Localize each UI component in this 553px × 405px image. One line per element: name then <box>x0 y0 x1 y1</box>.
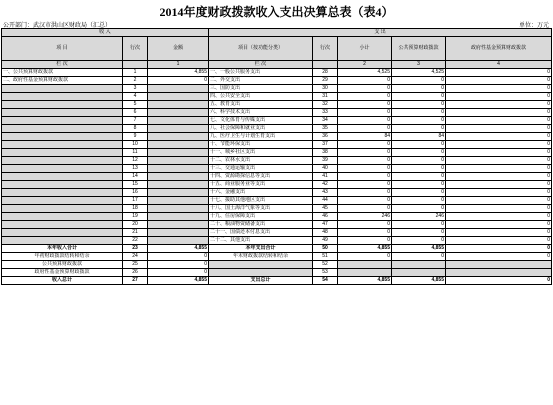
income-rowno-cell: 12 <box>123 157 148 165</box>
income-amount-cell: 4,855 <box>148 69 209 77</box>
subtotal-cell: 0 <box>338 109 392 117</box>
public-budget-cell: 0 <box>392 173 446 181</box>
summary-income-amount: 0 <box>148 261 209 269</box>
summary-row <box>2 261 552 269</box>
income-item-cell <box>2 197 123 205</box>
summary-public-budget: 4,855 <box>392 245 446 253</box>
expense-rowno-cell: 35 <box>313 125 338 133</box>
expense-rowno-cell: 30 <box>313 85 338 93</box>
report-title: 2014年度财政拨款收入支出决算总表（表4） <box>159 5 394 19</box>
table-row <box>2 77 552 85</box>
fund-budget-cell: 0 <box>446 229 552 237</box>
income-item-cell <box>2 93 123 101</box>
subtotal-cell: 0 <box>338 101 392 109</box>
income-rowno-cell: 2 <box>123 77 148 85</box>
income-rowno-header: 行次 <box>123 37 148 61</box>
subtotal-cell: 0 <box>338 189 392 197</box>
summary-fund-budget <box>446 269 552 277</box>
expense-item-cell: 十二、农林水支出 <box>209 157 313 165</box>
expense-rowno-cell: 43 <box>313 189 338 197</box>
subtotal-cell: 0 <box>338 197 392 205</box>
fund-budget-cell: 0 <box>446 157 552 165</box>
expense-item-cell: 十、节能环保支出 <box>209 141 313 149</box>
income-item-cell <box>2 125 123 133</box>
income-item-cell <box>2 133 123 141</box>
expense-item-cell: 一、一般公共服务支出 <box>209 69 313 77</box>
summary-income-label: 收入总计 <box>2 277 123 285</box>
public-budget-cell: 0 <box>392 93 446 101</box>
fund-budget-cell: 0 <box>446 165 552 173</box>
expense-section-label: 支 出 <box>209 29 552 37</box>
expense-item-cell: 十三、交通运输支出 <box>209 165 313 173</box>
expense-rowno-cell: 49 <box>313 237 338 245</box>
table-row <box>2 117 552 125</box>
public-budget-cell: 0 <box>392 141 446 149</box>
fund-budget-cell: 0 <box>446 77 552 85</box>
public-budget-cell: 84 <box>392 133 446 141</box>
expense-item-cell: 七、文化体育与传媒支出 <box>209 117 313 125</box>
income-amount-cell <box>148 213 209 221</box>
public-budget-cell: 246 <box>392 213 446 221</box>
public-budget-header: 公共预算财政拨款 <box>392 37 446 61</box>
expense-item-cell: 二十二、其他支出 <box>209 237 313 245</box>
income-rowno-cell: 13 <box>123 165 148 173</box>
fund-budget-cell: 0 <box>446 237 552 245</box>
summary-row <box>2 277 552 285</box>
subtotal-cell: 0 <box>338 117 392 125</box>
table-row <box>2 125 552 133</box>
income-rowno-cell: 14 <box>123 173 148 181</box>
income-item-cell <box>2 189 123 197</box>
income-amount-cell <box>148 149 209 157</box>
subtotal-cell: 0 <box>338 85 392 93</box>
fund-budget-cell: 0 <box>446 173 552 181</box>
col1-label: 1 <box>148 61 209 69</box>
summary-income-rowno: 25 <box>123 261 148 269</box>
income-item-cell <box>2 101 123 109</box>
summary-fund-budget: 0 <box>446 245 552 253</box>
summary-income-label: 政府性基金预算财政拨款 <box>2 269 123 277</box>
budget-table <box>1 28 552 285</box>
expense-item-cell: 十九、住房保障支出 <box>209 213 313 221</box>
income-item-cell <box>2 141 123 149</box>
fund-budget-header: 政府性基金预算财政拨款 <box>446 37 552 61</box>
income-item-cell <box>2 205 123 213</box>
lanci-label: 栏 次 <box>209 61 313 69</box>
subtotal-header: 小计 <box>338 37 392 61</box>
income-item-cell <box>2 149 123 157</box>
summary-expense-label: 支出总计 <box>209 277 313 285</box>
expense-rowno-cell: 44 <box>313 197 338 205</box>
table-row <box>2 205 552 213</box>
subtotal-cell: 84 <box>338 133 392 141</box>
income-amount-cell <box>148 237 209 245</box>
expense-rowno-cell: 37 <box>313 141 338 149</box>
subtotal-cell: 0 <box>338 93 392 101</box>
summary-expense-rowno: 51 <box>313 253 338 261</box>
subtotal-cell: 0 <box>338 77 392 85</box>
public-budget-cell: 0 <box>392 165 446 173</box>
income-rowno-cell: 18 <box>123 205 148 213</box>
lanci-label: 栏 次 <box>2 61 123 69</box>
fund-budget-cell: 0 <box>446 221 552 229</box>
income-item-cell <box>2 173 123 181</box>
expense-item-cell: 十五、商业服务业等支出 <box>209 181 313 189</box>
expense-rowno-cell: 39 <box>313 157 338 165</box>
income-rowno-cell: 1 <box>123 69 148 77</box>
summary-income-label: 本年收入合计 <box>2 245 123 253</box>
income-amount-cell <box>148 141 209 149</box>
fund-budget-cell: 0 <box>446 197 552 205</box>
table-row <box>2 229 552 237</box>
summary-expense-rowno: 54 <box>313 277 338 285</box>
expense-item-cell: 九、医疗卫生与计划生育支出 <box>209 133 313 141</box>
income-rowno-cell: 10 <box>123 141 148 149</box>
summary-fund-budget <box>446 261 552 269</box>
table-row <box>2 93 552 101</box>
income-rowno-cell: 4 <box>123 93 148 101</box>
expense-rowno-cell: 38 <box>313 149 338 157</box>
col2-label: 2 <box>338 61 392 69</box>
summary-row <box>2 253 552 261</box>
public-budget-cell: 0 <box>392 117 446 125</box>
subtotal-cell: 0 <box>338 205 392 213</box>
expense-rowno-cell: 34 <box>313 117 338 125</box>
summary-row <box>2 245 552 253</box>
expense-item-cell: 四、公共安全支出 <box>209 93 313 101</box>
summary-public-budget <box>392 269 446 277</box>
summary-subtotal <box>338 269 392 277</box>
summary-expense-rowno: 50 <box>313 245 338 253</box>
expense-rowno-cell: 46 <box>313 213 338 221</box>
fund-budget-cell: 0 <box>446 85 552 93</box>
expense-rowno-cell: 33 <box>313 109 338 117</box>
income-amount-cell <box>148 133 209 141</box>
table-row <box>2 141 552 149</box>
fund-budget-cell: 0 <box>446 133 552 141</box>
section-header-row <box>2 29 552 37</box>
expense-item-cell: 二十一、国债还本付息支出 <box>209 229 313 237</box>
summary-public-budget: 0 <box>392 253 446 261</box>
income-rowno-cell: 22 <box>123 237 148 245</box>
subtotal-cell: 0 <box>338 125 392 133</box>
subtotal-cell: 0 <box>338 141 392 149</box>
summary-income-amount: 0 <box>148 253 209 261</box>
income-item-cell <box>2 181 123 189</box>
table-row <box>2 173 552 181</box>
income-rowno-cell: 21 <box>123 229 148 237</box>
summary-public-budget <box>392 261 446 269</box>
summary-subtotal: 4,855 <box>338 277 392 285</box>
income-item-header: 项 目 <box>2 37 123 61</box>
public-budget-cell: 0 <box>392 237 446 245</box>
table-row <box>2 157 552 165</box>
income-item-cell <box>2 237 123 245</box>
income-amount-cell <box>148 93 209 101</box>
income-item-cell: 一、公共预算财政拨款 <box>2 69 123 77</box>
public-budget-cell: 0 <box>392 157 446 165</box>
table-row <box>2 85 552 93</box>
table-row <box>2 221 552 229</box>
expense-item-cell: 五、教育支出 <box>209 101 313 109</box>
income-item-cell <box>2 157 123 165</box>
summary-expense-label <box>209 269 313 277</box>
income-rowno-cell: 15 <box>123 181 148 189</box>
summary-fund-budget: 0 <box>446 253 552 261</box>
expense-item-cell: 八、社会保障和就业支出 <box>209 125 313 133</box>
expense-item-cell: 十四、资源勘探信息等支出 <box>209 173 313 181</box>
summary-income-label: 年初财政拨款结转和结余 <box>2 253 123 261</box>
summary-expense-label: 本年支出合计 <box>209 245 313 253</box>
expense-item-cell: 二十、粮油物资储备支出 <box>209 221 313 229</box>
subtotal-cell: 246 <box>338 213 392 221</box>
summary-expense-label <box>209 261 313 269</box>
expense-rowno-cell: 31 <box>313 93 338 101</box>
table-row <box>2 165 552 173</box>
public-budget-cell: 4,525 <box>392 69 446 77</box>
income-item-cell <box>2 165 123 173</box>
expense-item-cell: 六、科学技术支出 <box>209 109 313 117</box>
income-amount-cell <box>148 165 209 173</box>
column-header-row <box>2 37 552 61</box>
expense-rowno-cell: 29 <box>313 77 338 85</box>
income-rowno-cell: 6 <box>123 109 148 117</box>
subtotal-cell: 0 <box>338 181 392 189</box>
subtotal-cell: 0 <box>338 237 392 245</box>
fund-budget-cell: 0 <box>446 125 552 133</box>
summary-expense-label: 年末财政拨款结转和结余 <box>209 253 313 261</box>
expense-item-cell: 二、外交支出 <box>209 77 313 85</box>
table-row <box>2 109 552 117</box>
summary-public-budget: 4,855 <box>392 277 446 285</box>
table-row <box>2 189 552 197</box>
fund-budget-cell: 0 <box>446 141 552 149</box>
summary-income-rowno: 27 <box>123 277 148 285</box>
public-budget-cell: 0 <box>392 189 446 197</box>
table-row <box>2 101 552 109</box>
summary-expense-rowno: 52 <box>313 261 338 269</box>
expense-rowno-cell: 48 <box>313 229 338 237</box>
subtotal-cell: 0 <box>338 149 392 157</box>
income-amount-cell <box>148 101 209 109</box>
income-amount-cell <box>148 157 209 165</box>
expense-item-cell: 十八、国土海洋气象等支出 <box>209 205 313 213</box>
summary-income-amount: 0 <box>148 269 209 277</box>
fund-budget-cell: 0 <box>446 117 552 125</box>
unit-label: 单位：万元 <box>518 23 549 29</box>
table-row <box>2 181 552 189</box>
income-item-cell <box>2 117 123 125</box>
col3-label: 3 <box>392 61 446 69</box>
income-amount-cell <box>148 173 209 181</box>
public-budget-cell: 0 <box>392 101 446 109</box>
subtotal-cell: 4,525 <box>338 69 392 77</box>
fund-budget-cell: 0 <box>446 69 552 77</box>
organization-label: 公开部门：武汉市洪山区财政局（汇总） <box>3 23 112 29</box>
summary-income-amount: 4,855 <box>148 277 209 285</box>
fund-budget-cell: 0 <box>446 93 552 101</box>
income-item-cell <box>2 213 123 221</box>
income-rowno-cell: 16 <box>123 189 148 197</box>
income-amount-header: 金额 <box>148 37 209 61</box>
public-budget-cell: 0 <box>392 109 446 117</box>
income-amount-cell <box>148 221 209 229</box>
fund-budget-cell: 0 <box>446 213 552 221</box>
subtotal-cell: 0 <box>338 173 392 181</box>
table-row <box>2 133 552 141</box>
expense-rowno-header: 行次 <box>313 37 338 61</box>
public-budget-cell: 0 <box>392 221 446 229</box>
income-item-cell <box>2 85 123 93</box>
summary-subtotal <box>338 261 392 269</box>
summary-subtotal: 0 <box>338 253 392 261</box>
public-budget-cell: 0 <box>392 85 446 93</box>
public-budget-cell: 0 <box>392 125 446 133</box>
expense-rowno-cell: 32 <box>313 101 338 109</box>
table-row <box>2 213 552 221</box>
summary-income-amount: 4,855 <box>148 245 209 253</box>
public-budget-cell: 0 <box>392 229 446 237</box>
income-amount-cell <box>148 197 209 205</box>
expense-rowno-cell: 42 <box>313 181 338 189</box>
fund-budget-cell: 0 <box>446 149 552 157</box>
fund-budget-cell: 0 <box>446 181 552 189</box>
expense-rowno-cell: 40 <box>313 165 338 173</box>
income-rowno-cell: 7 <box>123 117 148 125</box>
expense-rowno-cell: 47 <box>313 221 338 229</box>
public-budget-cell: 0 <box>392 181 446 189</box>
public-budget-cell: 0 <box>392 149 446 157</box>
table-row <box>2 197 552 205</box>
income-rowno-cell: 9 <box>123 133 148 141</box>
income-amount-cell <box>148 109 209 117</box>
summary-income-rowno: 26 <box>123 269 148 277</box>
income-rowno-cell: 17 <box>123 197 148 205</box>
summary-subtotal: 4,855 <box>338 245 392 253</box>
subtotal-cell: 0 <box>338 157 392 165</box>
income-rowno-cell: 5 <box>123 101 148 109</box>
subtotal-cell: 0 <box>338 165 392 173</box>
income-rowno-cell: 11 <box>123 149 148 157</box>
expense-item-cell: 十一、城乡社区支出 <box>209 149 313 157</box>
lanci-row <box>2 61 552 69</box>
income-amount-cell <box>148 117 209 125</box>
fund-budget-cell: 0 <box>446 109 552 117</box>
income-amount-cell: 0 <box>148 77 209 85</box>
income-item-cell: 二、政府性基金预算财政拨款 <box>2 77 123 85</box>
col4-label: 4 <box>446 61 552 69</box>
income-amount-cell <box>148 229 209 237</box>
income-amount-cell <box>148 125 209 133</box>
expense-rowno-cell: 45 <box>313 205 338 213</box>
income-item-cell <box>2 221 123 229</box>
income-amount-cell <box>148 189 209 197</box>
public-budget-cell: 0 <box>392 77 446 85</box>
income-item-cell <box>2 229 123 237</box>
fund-budget-cell: 0 <box>446 189 552 197</box>
subtotal-cell: 0 <box>338 229 392 237</box>
income-amount-cell <box>148 85 209 93</box>
expense-rowno-cell: 41 <box>313 173 338 181</box>
income-item-cell <box>2 109 123 117</box>
income-rowno-cell: 19 <box>123 213 148 221</box>
expense-item-header: 项目（按功能分类） <box>209 37 313 61</box>
table-row <box>2 69 552 77</box>
expense-item-cell: 十六、金融支出 <box>209 189 313 197</box>
summary-fund-budget: 0 <box>446 277 552 285</box>
table-row <box>2 149 552 157</box>
summary-income-rowno: 23 <box>123 245 148 253</box>
expense-rowno-cell: 28 <box>313 69 338 77</box>
income-rowno-cell: 3 <box>123 85 148 93</box>
fund-budget-cell: 0 <box>446 101 552 109</box>
expense-item-cell: 三、国防支出 <box>209 85 313 93</box>
table-row <box>2 237 552 245</box>
summary-income-rowno: 24 <box>123 253 148 261</box>
expense-item-cell: 十七、援助其他地区支出 <box>209 197 313 205</box>
fund-budget-cell: 0 <box>446 205 552 213</box>
expense-rowno-cell: 36 <box>313 133 338 141</box>
subtotal-cell: 0 <box>338 221 392 229</box>
income-rowno-cell: 8 <box>123 125 148 133</box>
public-budget-cell: 0 <box>392 205 446 213</box>
income-rowno-cell: 20 <box>123 221 148 229</box>
public-budget-cell: 0 <box>392 197 446 205</box>
income-amount-cell <box>148 205 209 213</box>
summary-income-label: 公共预算财政拨款 <box>2 261 123 269</box>
income-section-label: 收 入 <box>2 29 209 37</box>
income-amount-cell <box>148 181 209 189</box>
summary-row <box>2 269 552 277</box>
summary-expense-rowno: 53 <box>313 269 338 277</box>
